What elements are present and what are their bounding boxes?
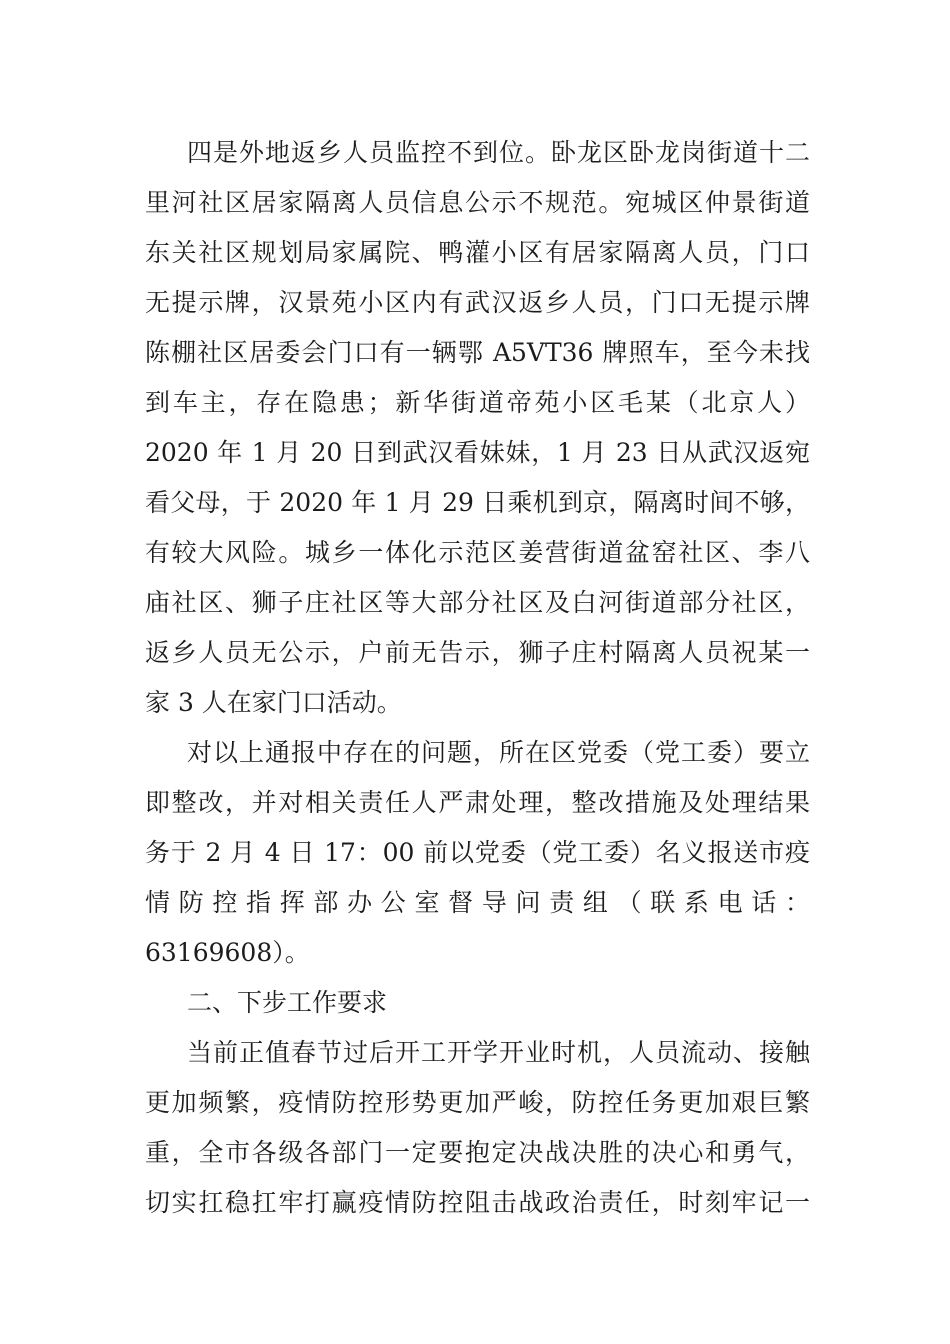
text-line: 到车主，存在隐患；新华街道帝苑小区毛某（北京人）	[145, 388, 810, 417]
text-line: 看父母，于 2020 年 1 月 29 日乘机到京，隔离时间不够，	[145, 488, 810, 517]
text-line: 返乡人员无公示，户前无告示，狮子庄村隔离人员祝某一	[145, 638, 810, 667]
text-line: 切实扛稳扛牢打赢疫情防控阻击战政治责任，时刻牢记一	[145, 1188, 810, 1217]
text-line: 63169608）。	[145, 938, 310, 967]
text-line: 东关社区规划局家属院、鸭灌小区有居家隔离人员，门口	[145, 238, 810, 267]
text-line: 对以上通报中存在的问题，所在区党委（党工委）要立	[187, 738, 810, 767]
text-line: 陈棚社区居委会门口有一辆鄂 A5VT36 牌照车，至今未找	[145, 338, 810, 367]
text-line: 四是外地返乡人员监控不到位。卧龙区卧龙岗街道十二	[187, 138, 810, 167]
text-line: 重，全市各级各部门一定要抱定决战决胜的决心和勇气，	[145, 1138, 810, 1167]
text-line: 家 3 人在家门口活动。	[145, 688, 402, 717]
text-line: 二、下步工作要求	[187, 988, 388, 1017]
text-line: 2020 年 1 月 20 日到武汉看妹妹，1 月 23 日从武汉返宛	[145, 438, 810, 467]
text-line: 情防控指挥部办公室督导问责组（联系电话：	[145, 888, 810, 917]
text-line: 务于 2 月 4 日 17：00 前以党委（党工委）名义报送市疫	[145, 838, 810, 867]
text-line: 当前正值春节过后开工开学开业时机，人员流动、接触	[187, 1038, 810, 1067]
text-line: 庙社区、狮子庄社区等大部分社区及白河街道部分社区，	[145, 588, 810, 617]
text-line: 里河社区居家隔离人员信息公示不规范。宛城区仲景街道	[145, 188, 810, 217]
document-body	[145, 128, 810, 1228]
text-line: 更加频繁，疫情防控形势更加严峻，防控任务更加艰巨繁	[145, 1088, 810, 1117]
text-line: 即整改，并对相关责任人严肃处理，整改措施及处理结果	[145, 788, 810, 817]
text-line: 有较大风险。城乡一体化示范区姜营街道盆窑社区、李八	[145, 538, 810, 567]
text-line: 无提示牌，汉景苑小区内有武汉返乡人员，门口无提示牌	[145, 288, 810, 317]
